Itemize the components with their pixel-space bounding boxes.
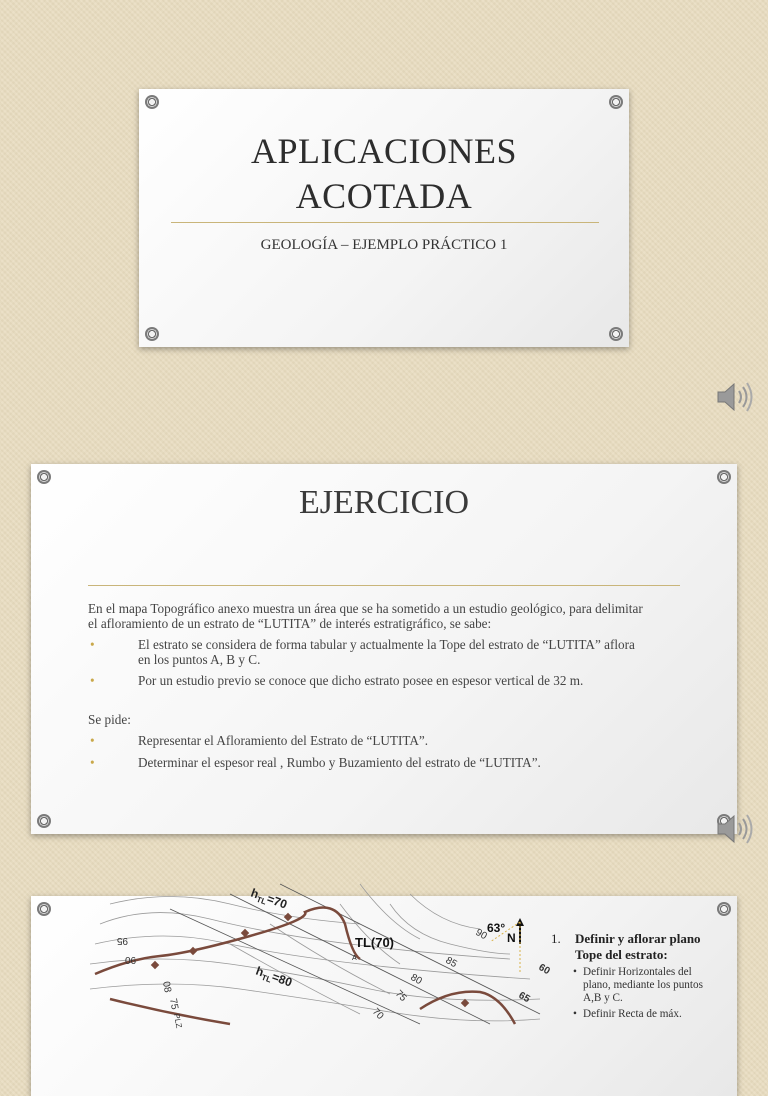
slide-subtitle: GEOLOGÍA – EJEMPLO PRÁCTICO 1 — [260, 237, 508, 253]
topographic-map — [90, 864, 552, 1029]
slide-1 — [0, 0, 768, 432]
svg-text:95: 95 — [116, 935, 128, 946]
rivet-icon — [609, 327, 623, 341]
svg-text:08: 08 — [160, 980, 173, 994]
sub-bullet-item: • Definir Recta de máx. — [545, 1008, 720, 1021]
tl70-label: TL(70) — [355, 935, 394, 950]
se-pide-label: Se pide: — [88, 712, 131, 727]
speaker-icon[interactable] — [714, 812, 754, 846]
svg-text:06: 06 — [125, 956, 137, 967]
bullet-item: • El estrato se considera de forma tabular y actualmente la Tope del estrato de “LUTITA” aflora en los puntos A, B y C. — [88, 637, 648, 667]
slide-title — [139, 129, 629, 219]
title-line-2: ACOTADA — [295, 176, 473, 216]
rivet-icon — [717, 470, 731, 484]
svg-text:75: 75 — [167, 997, 180, 1011]
rivet-icon — [37, 814, 51, 828]
svg-text:90: 90 — [473, 927, 489, 943]
step-panel — [545, 931, 720, 1021]
slide-3 — [0, 864, 768, 1029]
speaker-icon[interactable] — [714, 380, 754, 414]
north-label: N — [507, 931, 516, 945]
sub-bullet-item: • Definir Horizontales del plano, mediante los puntos A,B y C. — [545, 966, 720, 1005]
rivet-icon — [717, 902, 731, 916]
svg-text:hTL=70: $h_{TL}=70$ — [248, 885, 289, 912]
slide-2 — [0, 432, 768, 864]
slide-body — [88, 601, 648, 770]
rivet-icon — [609, 95, 623, 109]
svg-text:60: 60 — [536, 962, 552, 978]
svg-text:85: 85 — [443, 955, 459, 971]
title-card — [139, 89, 629, 347]
divider — [88, 585, 680, 586]
slide-title: EJERCICIO — [299, 484, 469, 521]
svg-text:hTL=80: $h_{TL}=80$ — [253, 963, 294, 990]
title-line-1: APLICACIONES — [250, 131, 517, 171]
step-item: 1. Definir y aflorar plano Tope del estrato: — [551, 931, 701, 962]
bullet-item: • Por un estudio previo se conoce que dicho estrato posee en espesor vertical de 32 m. — [88, 673, 648, 688]
rivet-icon — [37, 902, 51, 916]
svg-text:65: 65 — [516, 990, 532, 1006]
rivet-icon — [145, 95, 159, 109]
task-item: • Determinar el espesor real , Rumbo y Buzamiento del estrato de “LUTITA”. — [88, 755, 648, 770]
rivet-icon — [37, 470, 51, 484]
svg-text:70: 70 — [369, 1006, 386, 1022]
intro-text: En el mapa Topográfico anexo muestra un área que se ha sometido a un estudio geológico, para delimitar el afloramiento de un estrato de “LUTITA” de interés estratigráfico, se sabe: — [88, 601, 643, 631]
rivet-icon — [145, 327, 159, 341]
svg-text:80: 80 — [408, 972, 424, 988]
task-item: • Representar el Afloramiento del Estrato de “LUTITA”. — [88, 733, 648, 748]
svg-text:PLZ: PLZ — [172, 1012, 184, 1029]
svg-text:75: 75 — [392, 988, 409, 1004]
divider — [171, 222, 599, 223]
angle-label: 63° — [487, 921, 506, 935]
point-a-label: A — [352, 955, 357, 962]
